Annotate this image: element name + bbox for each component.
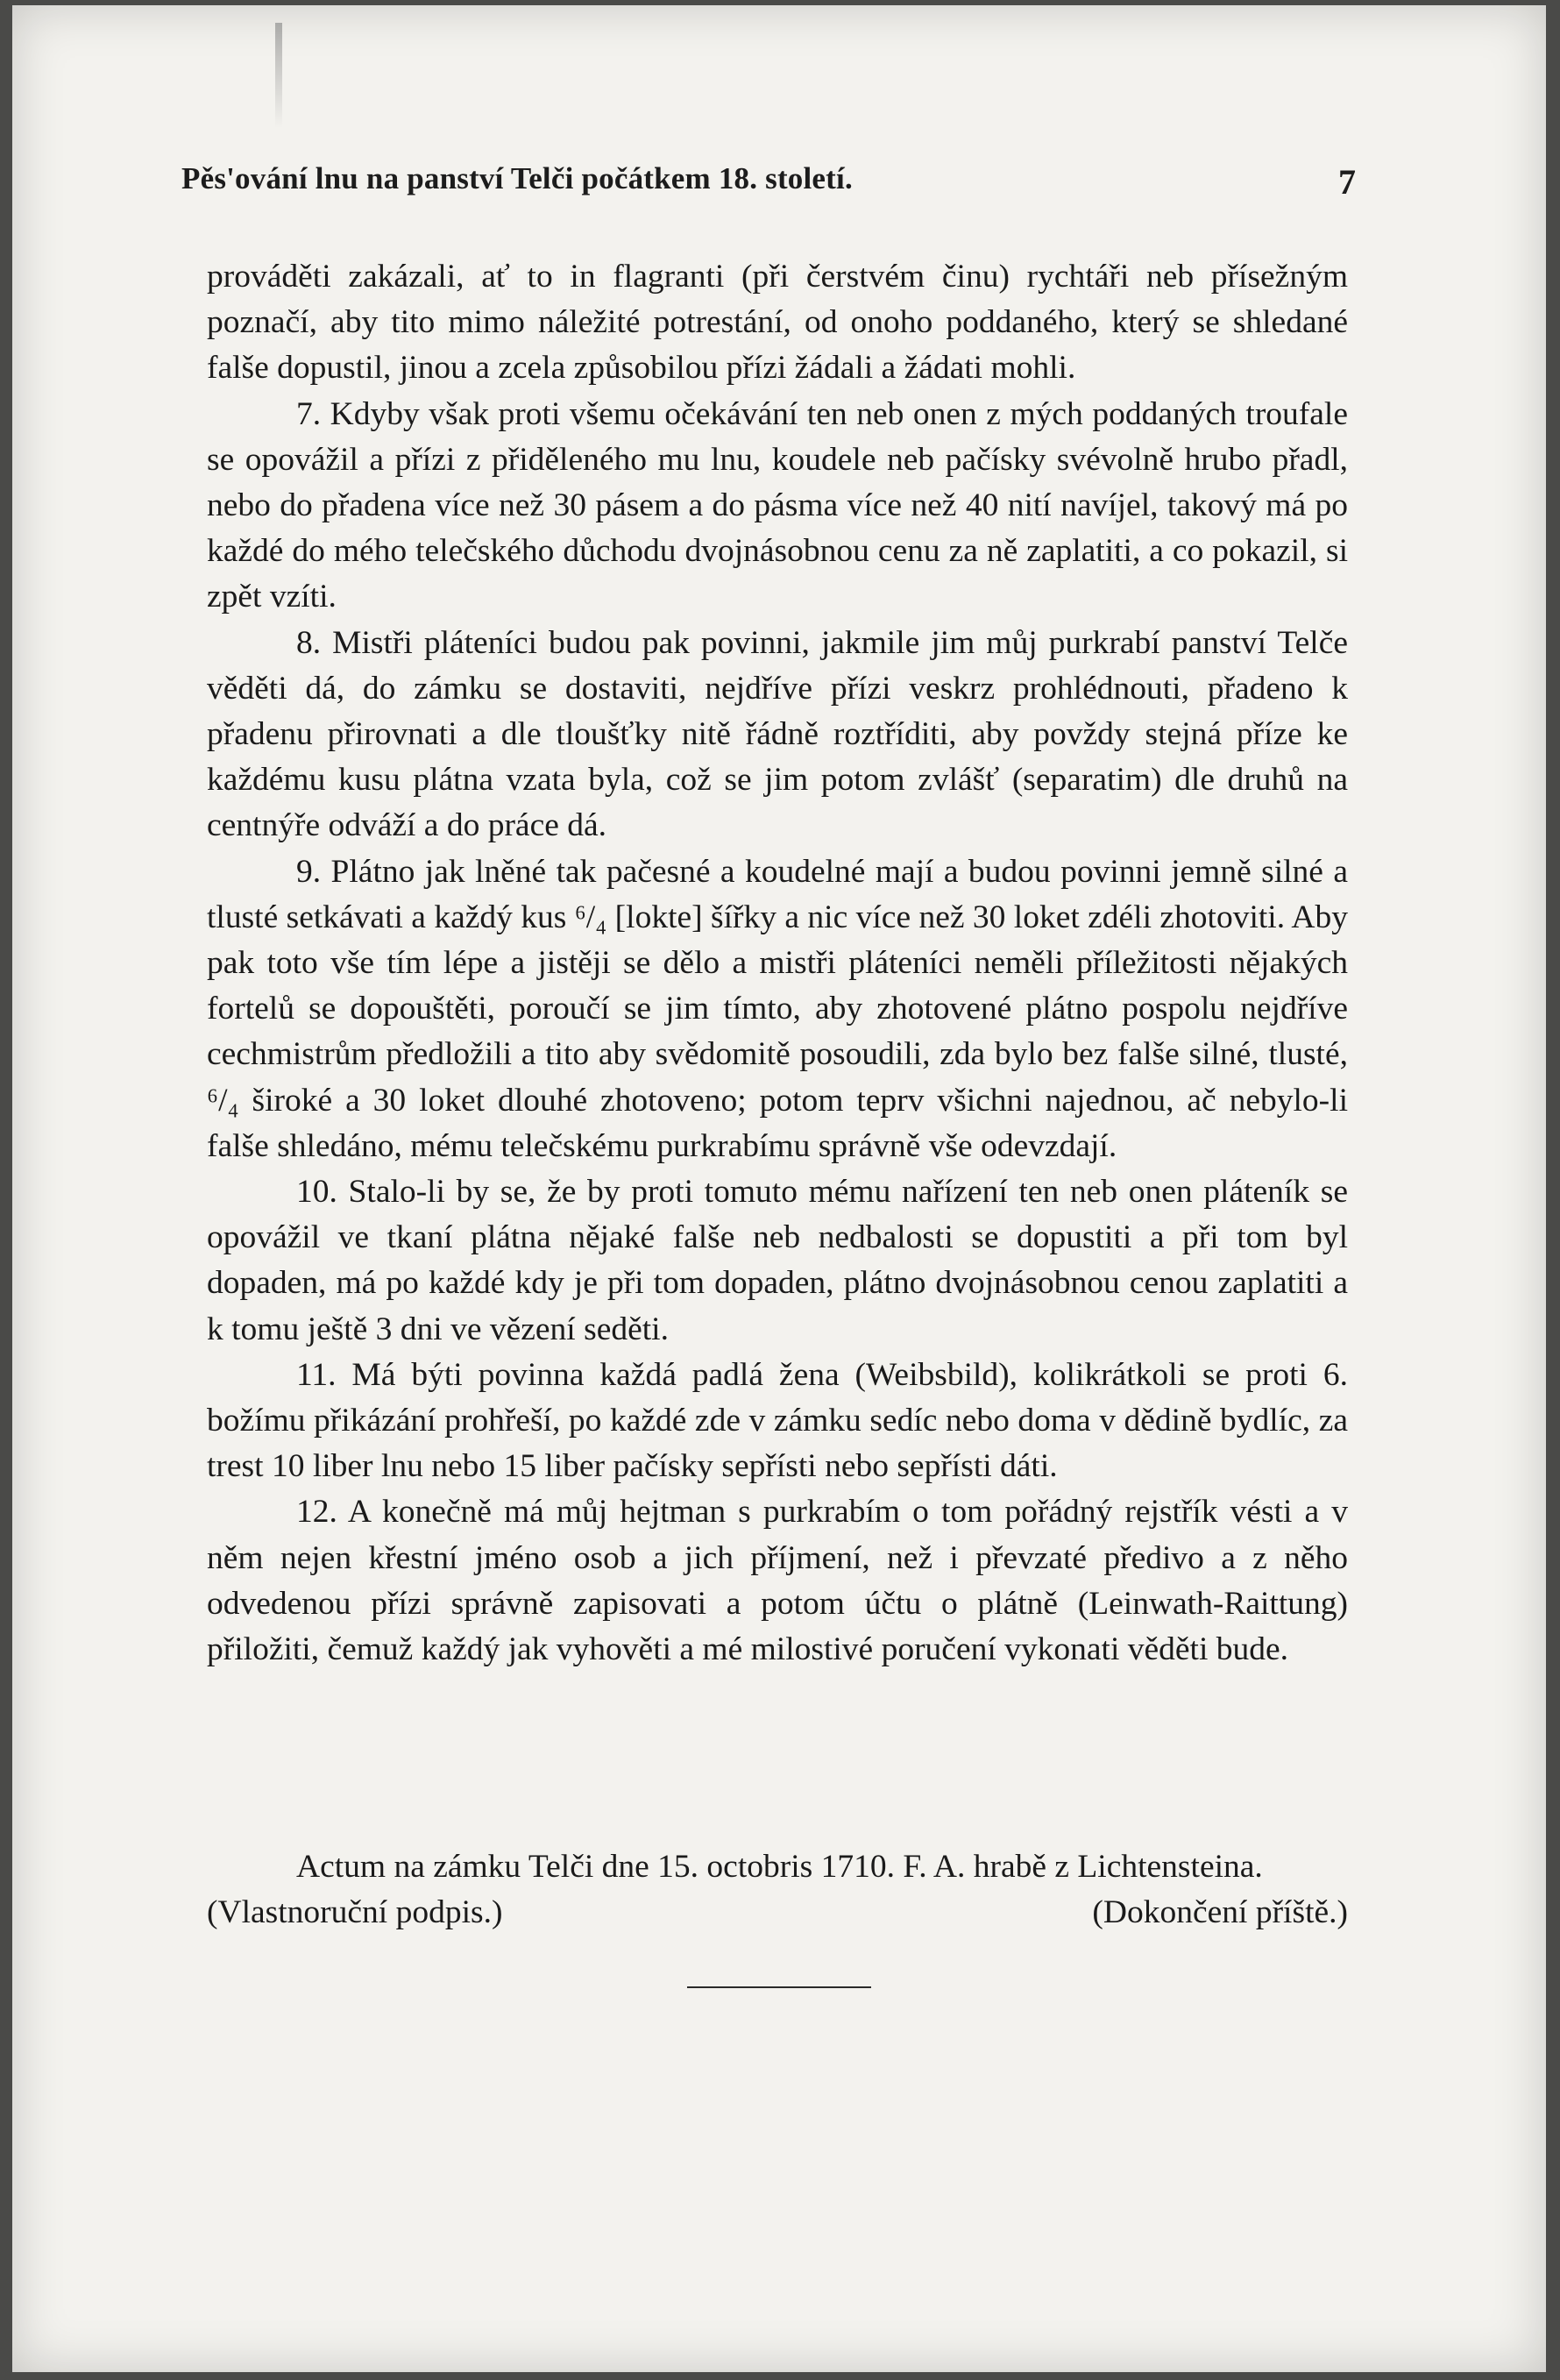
scan-artifact [275,23,282,128]
signature-line [207,1890,1348,1936]
paragraph-11: 11. Má býti povinna každá padlá žena (Weibsbild), kolikrátkoli se proti 6. božímu přikázání prohřeší, po každé zde v zámku sedíc nebo doma v dědině bydlíc, za trest 10 liber lnu nebo 15 liber pačísky sepřísti nebo sepřísti dáti. [207,1356,1348,1485]
section-divider [687,1986,871,1988]
signature-note: (Vlastnoruční podpis.) [207,1894,503,1931]
closing-block [207,1844,1348,1936]
book-page [12,5,1546,2372]
paragraph-7: 7. Kdyby však proti všemu očekávání ten neb onen z mých poddaných troufale se opovážil a přízi z přiděleného mu lnu, koudele neb pačísky svévolně hrubo přadl, nebo do přadena více než 30 pásem a do pásma více než 40 nití navíjel, takový má po každé do mého telečského důchodu dvojnásobnou cenu za ně zaplatiti, a co pokazil, si zpět vzíti. [207,395,1348,615]
running-title: Pěs'ování lnu na panství Telči počátkem 18. století. [181,161,853,195]
paragraph-12: 12. A konečně má můj hejtman s purkrabím o tom pořádný rejstřík vésti a v něm nejen křestní jméno osob a jich příjmení, než i převzaté předivo a z něho odvedenou přízi správně zapisovati a potom účtu o plátně (Leinwath-Raittung) přiložiti, čemuž každý jak vyhověti a mé milostivé poručení vykonati věděti bude. [207,1494,1348,1668]
paragraph-9: 9. Plátno jak lněné tak pačesné a koudelné mají a budou povinni jemně silné a tlusté setkávati a každý kus ⁶/₄ [lokte] šířky a nic více než 30 loket zdéli zhotoviti. Aby pak toto vše tím lépe a jistěji se dělo a mistři pláteníci neměli příležitosti nějakých fortelů se dopouštěti, poroučí se jim tímto, aby zhotovené plátno pospolu nejdříve cechmistrům předložili a tito aby svědomitě posoudili, zda bylo bez falše silné, tlusté, ⁶/₄ široké a 30 loket dlouhé zhotoveno; potom teprv všichni najednou, ač nebylo-li falše shledáno, mému telečskému purkrabímu správně vše odevzdají. [207,853,1348,1164]
paragraph-10: 10. Stalo-li by se, že by proti tomuto mému nařízení ten neb onen pláteník se opovážil ve tkaní plátna nějaké falše neb nedbalosti se dopustiti a při tom byl dopaden, má po každé kdy je při tom dopaden, plátno dvojnásobnou cenou zaplatiti a k tomu ještě 3 dni ve vězení seděti. [207,1174,1348,1347]
body-text [207,254,1348,1673]
page-number: 7 [1338,162,1356,202]
paragraph-8: 8. Mistři pláteníci budou pak povinni, jakmile jim můj purkrabí panství Telče věděti dá, do zámku se dostaviti, nejdříve přízi veskrz prohlédnouti, přadeno k přadenu přirovnati a dle tloušťky nitě řádně roztříditi, aby povždy stejná příze ke každému kusu plátna vzata byla, což se jim potom zvlášť (separatim) dle druhů na centnýře odváží a do práce dá. [207,624,1348,844]
continued-note: (Dokončení příště.) [1092,1894,1348,1931]
running-header [181,161,1356,214]
paragraph-continuation: prováděti zakázali, ať to in flagranti (při čerstvém činu) rychtáři neb přísežným poznačí, aby tito mimo náležité potrestání, od onoho poddaného, který se shledané falše dopustil, jinou a zcela způsobilou přízi žádali a žádati mohli. [207,259,1348,387]
actum-line: Actum na zámku Telči dne 15. octobris 1710. F. A. hrabě z Lichtensteina. [296,1849,1263,1885]
